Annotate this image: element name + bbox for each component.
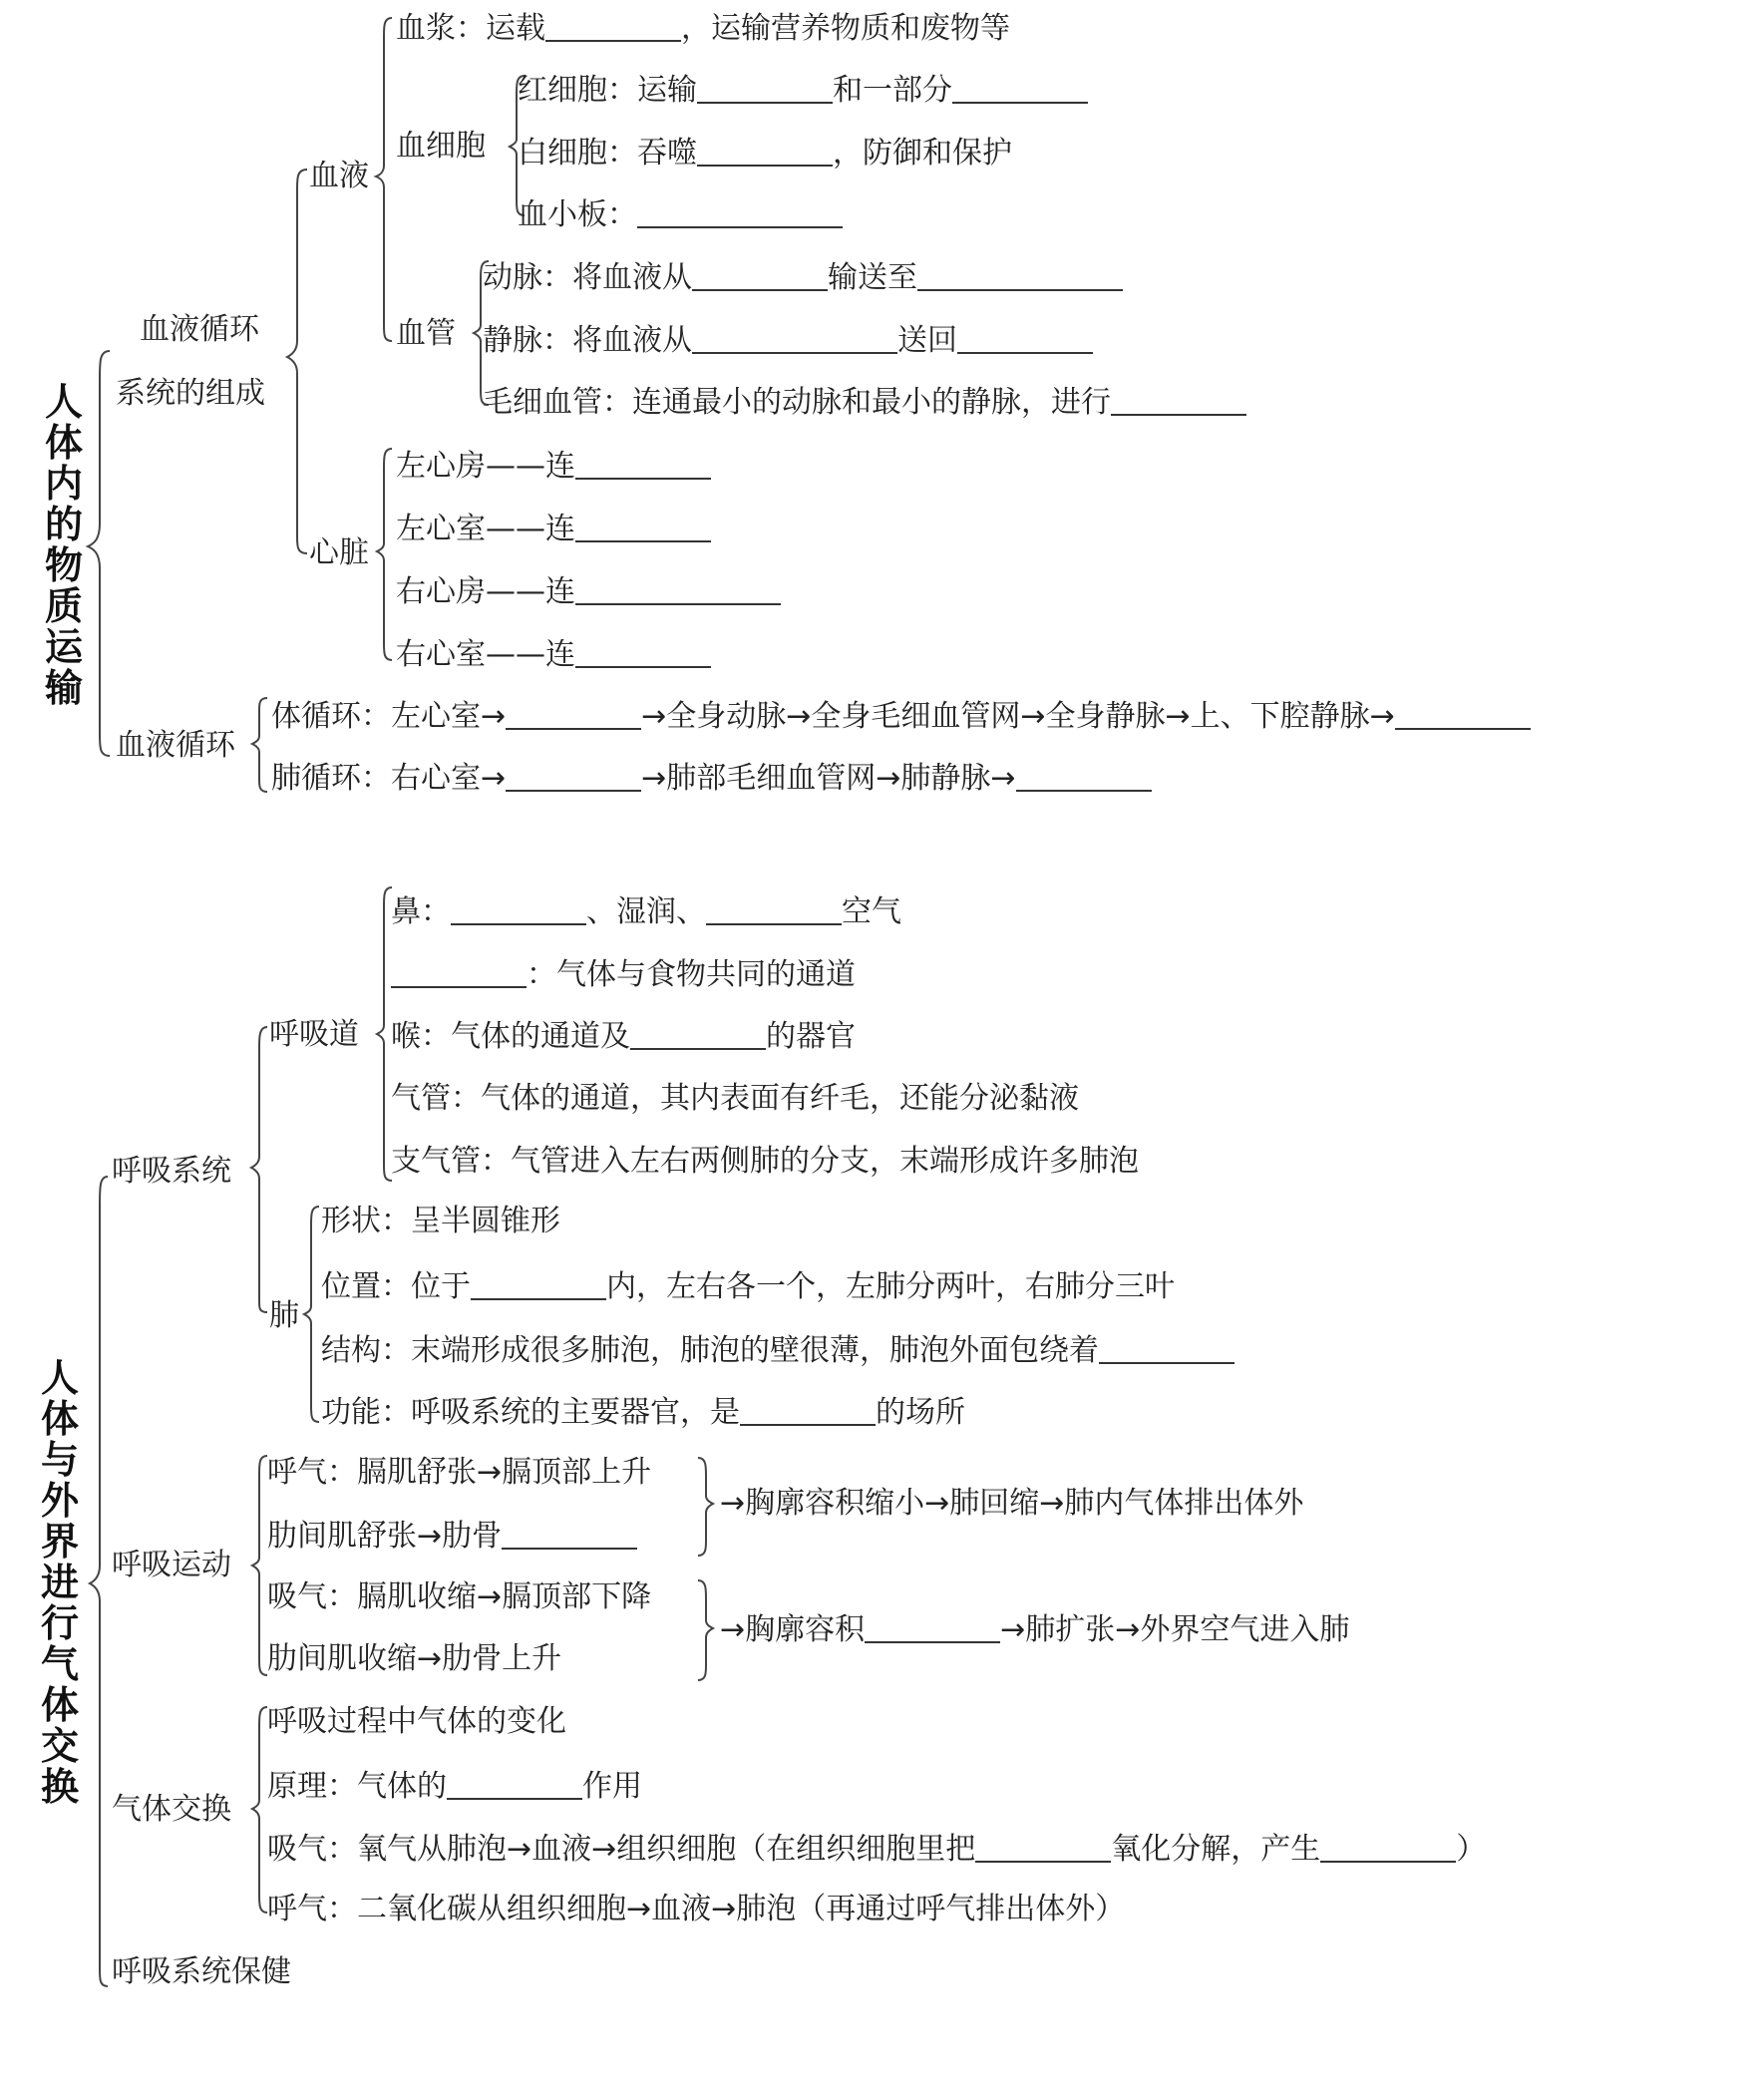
capillary-pre: 毛细血管：连通最小的动脉和最小的静脉，进行: [483, 385, 1111, 420]
answer-blank[interactable]: [506, 762, 641, 792]
gas-change-row: 呼吸过程中气体的变化: [267, 1704, 566, 1739]
answer-blank[interactable]: [451, 895, 586, 925]
vein-mid: 送回: [897, 323, 957, 358]
circulation-label: 血液循环: [116, 728, 235, 763]
inhale-result-post: →肺扩张→外界空气进入肺: [1000, 1612, 1350, 1647]
lung-position-row: [321, 1270, 1175, 1302]
answer-blank[interactable]: [575, 575, 781, 605]
section2-title: 人体与外界进行气体交换: [40, 1356, 79, 1809]
gas-exhale-row: 呼气：二氧化碳从组织细胞→血液→肺泡（再通过呼气排出体外）: [267, 1892, 1126, 1926]
answer-blank[interactable]: [391, 958, 527, 988]
bracket-heart: [377, 449, 392, 660]
principle-post: 作用: [582, 1769, 642, 1804]
larynx-row: [391, 1020, 856, 1052]
tract-label: 呼吸道: [269, 1017, 359, 1052]
chamber-label: 左心室——连: [396, 512, 575, 546]
inhale-result-pre: →胸廓容积: [720, 1612, 866, 1647]
systemic-pre: 体循环：左心室→: [271, 699, 507, 734]
chamber-row: [396, 450, 711, 482]
exhale-line1: 呼气：膈肌舒张→膈顶部上升: [267, 1455, 652, 1490]
blood-cells-label: 血细胞: [396, 129, 486, 164]
larynx-pre: 喉：气体的通道及: [391, 1019, 630, 1054]
answer-blank[interactable]: [471, 1270, 606, 1300]
chamber-label: 左心房——连: [396, 449, 575, 484]
bracket-inhale-right: [698, 1580, 713, 1680]
bracket-blood: [376, 18, 392, 341]
answer-blank[interactable]: [740, 1396, 876, 1426]
bracket-composition: [287, 170, 307, 553]
answer-blank[interactable]: [1111, 386, 1246, 416]
chamber-label: 右心房——连: [396, 574, 575, 609]
answer-blank[interactable]: [637, 198, 843, 228]
systemic-row: [271, 700, 1531, 732]
answer-blank[interactable]: [1395, 700, 1531, 730]
chamber-row: [396, 513, 711, 544]
nose-row: [391, 895, 901, 927]
bracket-exhale-right: [698, 1458, 713, 1556]
answer-blank[interactable]: [506, 700, 641, 730]
bracket-circulation: [252, 698, 267, 792]
answer-blank[interactable]: [952, 74, 1088, 104]
answer-blank[interactable]: [975, 1833, 1111, 1863]
gas-inhale-post: ）: [1456, 1832, 1487, 1867]
answer-blank[interactable]: [917, 261, 1123, 291]
rbc-pre: 红细胞：运输: [518, 73, 697, 108]
bracket-section2: [90, 1177, 108, 1986]
bracket-breathing: [252, 1456, 267, 1675]
nose-post: 空气: [842, 894, 901, 929]
answer-blank[interactable]: [630, 1020, 766, 1050]
systemic-mid: →全身动脉→全身毛细血管网→全身静脉→上、下腔静脉→: [641, 699, 1395, 734]
answer-blank[interactable]: [692, 261, 828, 291]
lung-position-post: 内，左右各一个，左肺分两叶，右肺分三叶: [606, 1269, 1175, 1304]
chamber-label: 右心室——连: [396, 637, 575, 672]
gas-exchange-label: 气体交换: [112, 1792, 231, 1827]
resp-system-label: 呼吸系统: [112, 1154, 231, 1189]
larynx-post: 的器官: [766, 1019, 856, 1054]
bracket-tract: [377, 887, 392, 1181]
lung-function-pre: 功能：呼吸系统的主要器官，是: [321, 1395, 740, 1430]
gas-inhale-row: [267, 1833, 1486, 1865]
lung-label: 肺: [269, 1298, 299, 1333]
rbc-mid: 和一部分: [833, 73, 952, 108]
principle-pre: 原理：气体的: [267, 1769, 447, 1804]
rbc-row: [518, 74, 1088, 106]
answer-blank[interactable]: [1099, 1334, 1235, 1364]
lung-shape-row: 形状：呈半圆锥形: [321, 1204, 560, 1238]
bronchi-row: 支气管：气管进入左右两侧肺的分支，末端形成许多肺泡: [391, 1144, 1139, 1179]
answer-blank[interactable]: [575, 513, 711, 542]
wbc-pre: 白细胞：吞噬: [518, 136, 697, 171]
pulmonary-row: [271, 762, 1152, 794]
answer-blank[interactable]: [1320, 1833, 1456, 1863]
answer-blank[interactable]: [545, 12, 681, 42]
answer-blank[interactable]: [957, 324, 1093, 354]
platelet-row: [518, 198, 843, 230]
platelet-pre: 血小板：: [518, 197, 637, 232]
answer-blank[interactable]: [502, 1520, 637, 1550]
pulmonary-mid: →肺部毛细血管网→肺静脉→: [641, 761, 1016, 796]
pharynx-row: [391, 958, 856, 990]
plasma-pre: 血浆：运载: [396, 11, 545, 46]
wbc-row: [518, 137, 1012, 169]
nose-mid: 、湿润、: [586, 894, 706, 929]
chamber-row: [396, 638, 711, 670]
bracket-section1: [88, 351, 110, 756]
gas-inhale-pre: 吸气：氧气从肺泡→血液→组织细胞（在组织细胞里把: [267, 1832, 976, 1867]
answer-blank[interactable]: [697, 74, 833, 104]
artery-row: [483, 261, 1123, 293]
bracket-lung: [304, 1207, 319, 1422]
chamber-row: [396, 575, 781, 607]
trachea-row: 气管：气体的通道，其内表面有纤毛，还能分泌黏液: [391, 1081, 1079, 1116]
answer-blank[interactable]: [575, 638, 711, 668]
exhale-result: →胸廓容积缩小→肺回缩→肺内气体排出体外: [720, 1486, 1304, 1521]
bracket-resp-system: [251, 1027, 267, 1312]
capillary-row: [483, 386, 1246, 418]
section1-title: 人体内的物质运输: [44, 380, 83, 710]
lung-function-post: 的场所: [876, 1395, 965, 1430]
nose-pre: 鼻：: [391, 894, 451, 929]
plasma-row: [396, 12, 1010, 44]
exhale-line2-row: [267, 1520, 637, 1552]
gas-inhale-mid: 氧化分解，产生: [1111, 1832, 1321, 1867]
wbc-post: ，防御和保护: [833, 136, 1012, 171]
breathing-label: 呼吸运动: [112, 1548, 231, 1582]
lung-position-pre: 位置：位于: [321, 1269, 471, 1304]
answer-blank[interactable]: [447, 1770, 582, 1800]
inhale-line1: 吸气：膈肌收缩→膈顶部下降: [267, 1579, 652, 1614]
exhale-line2: 肋间肌舒张→肋骨: [267, 1519, 503, 1554]
plasma-post: ，运输营养物质和废物等: [681, 11, 1010, 46]
pulmonary-pre: 肺循环：右心室→: [271, 761, 507, 796]
answer-blank[interactable]: [1016, 762, 1152, 792]
answer-blank[interactable]: [575, 450, 711, 480]
lung-function-row: [321, 1396, 965, 1428]
artery-mid: 输送至: [828, 260, 917, 295]
artery-pre: 动脉：将血液从: [483, 260, 692, 295]
inhale-result-row: [720, 1613, 1349, 1645]
health-label: 呼吸系统保健: [112, 1954, 291, 1989]
bracket-gas-exchange: [252, 1707, 267, 1913]
answer-blank[interactable]: [692, 324, 897, 354]
composition-label-line1: 血液循环: [140, 312, 259, 347]
vein-pre: 静脉：将血液从: [483, 323, 692, 358]
vein-row: [483, 324, 1093, 356]
blood-label: 血液: [309, 159, 369, 193]
inhale-line2: 肋间肌收缩→肋骨上升: [267, 1641, 562, 1676]
principle-row: [267, 1770, 642, 1802]
vessels-label: 血管: [396, 316, 456, 351]
answer-blank[interactable]: [706, 895, 842, 925]
heart-label: 心脏: [309, 535, 369, 570]
answer-blank[interactable]: [697, 137, 833, 167]
composition-label-line2: 系统的组成: [116, 376, 265, 411]
lung-structure-pre: 结构：末端形成很多肺泡，肺泡的壁很薄，肺泡外面包绕着: [321, 1333, 1099, 1368]
pharynx-post: ：气体与食物共同的通道: [527, 957, 856, 992]
lung-structure-row: [321, 1334, 1235, 1366]
answer-blank[interactable]: [865, 1613, 1000, 1643]
